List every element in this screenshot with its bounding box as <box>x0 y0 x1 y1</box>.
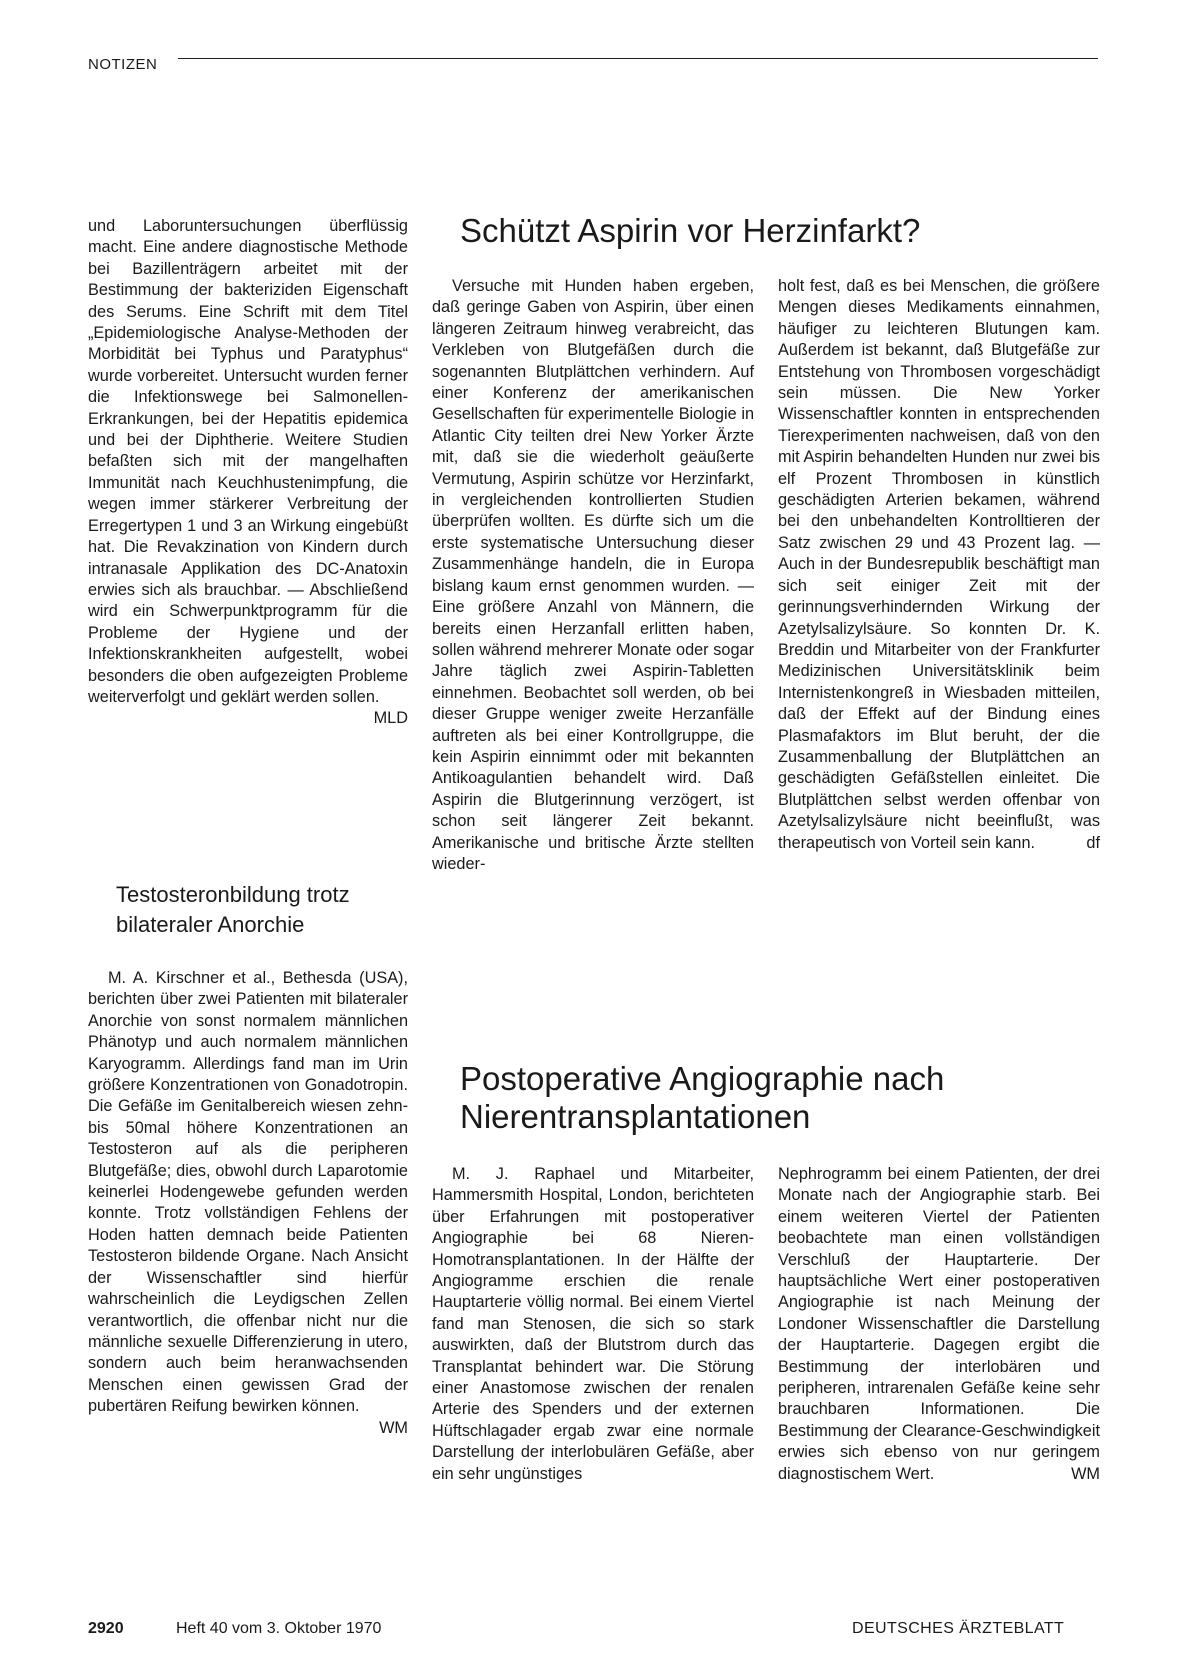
section-label: NOTIZEN <box>88 56 165 73</box>
aspirin-column-1 <box>432 276 754 875</box>
header-rule <box>178 58 1098 59</box>
angiography-text-1: M. J. Raphael und Mitarbeiter, Hammersmith Hospital, London, berichteten über Erfahrungen mit postoperativer Angiographie bei 68 Nieren-Homotransplantationen. In der Hälfte der Angiogramme erschien die renale Hauptarterie völlig normal. Bei einem Viertel fand man Stenosen, die sich so stark auswirkten, daß der Blutstrom durch das Transplantat behindert war. Die Störung einer Anastomose zwischen der renalen Arterie des Spenders und der externen Hüftschlagader ergab zwar eine normale Darstellung der interlobulären Gefäße, aber ein sehr ungünstiges <box>432 1165 754 1483</box>
aspirin-article-title: Schützt Aspirin vor Herzinfarkt? <box>460 212 921 249</box>
page-number: 2920 <box>88 1620 124 1637</box>
issue-info: Heft 40 vom 3. Oktober 1970 <box>176 1620 382 1637</box>
angiography-column-2 <box>778 1164 1100 1485</box>
aspirin-column-2 <box>778 276 1100 854</box>
testosterone-article-body <box>88 968 408 1439</box>
testosterone-text: M. A. Kirschner et al., Bethesda (USA), berichten über zwei Patienten mit bilateraler Anorchie von sonst normalem männlichen Phänotyp und auch normalem männlichen Karyogramm. Allerdings fand man im Urin größere Konzentrationen von Gonadotropin. Die Gefäße im Genitalbereich wiesen zehn- bis 50mal höhere Konzentrationen an Testosteron auf als die peripheren Blutgefäße; dies, obwohl durch Laparotomie keinerlei Hodengewebe gefunden werden konnte. Trotz vollständigen Fehlens der Hoden hatten demnach beide Patienten Testosteron bildende Organe. Nach Ansicht der Wissenschaftler sind hierfür wahrscheinlich die Leydigschen Zellen verantwortlich, die offenbar nicht nur die männliche sexuelle Differenzierung in utero, sondern auch beim heranwachsenden Menschen einen gewissen Grad der pubertären Reifung bewirken können. <box>88 969 408 1416</box>
angiography-text-2: Nephrogramm bei einem Patienten, der drei Monate nach der Angiographie starb. Bei einem weiteren Viertel der Patienten beobachtete man einen vollständigen Verschluß der Hauptarterie. Der hauptsächliche Wert einer postoperativen Angiographie ist nach Meinung der Londoner Wissenschaftler die Darstellung der Hauptarterie. Dagegen ergibt die Bestimmung der interlobären und peripheren, intrarenalen Gefäße keine sehr brauchbaren Informationen. Die Bestimmung der Clearance-Geschwindigkeit erwies sich ebenso von nur geringem diagnostischem Wert. <box>778 1165 1100 1483</box>
aspirin-text-2: holt fest, daß es bei Menschen, die größere Mengen dieses Medikaments einnahmen, häufiger zu leichteren Blutungen kam. Außerdem ist bekannt, daß Blutgefäße zur Entstehung von Thrombosen vorgeschädigt sein müssen. Die New Yorker Wissenschaftler konnten in entsprechenden Tierexperimenten nachweisen, daß von den mit Aspirin behandelten Hunden nur zwei bis elf Prozent Thrombosen in künstlich geschädigten Arterien bekamen, während bei den unbehandelten Kontrolltieren der Satz zwischen 29 und 43 Prozent lag. — Auch in der Bundesrepublik beschäftigt man sich seit einiger Zeit mit der gerinnungsverhindernden Wirkung der Azetylsalizylsäure. So konnten Dr. K. Breddin und Mitarbeiter von der Frankfurter Medizinischen Universitätsklinik beim Internistenkongreß in Wiesbaden mitteilen, daß der Effekt auf der Bindung eines Plasmafaktors im Blut beruht, der die Zusammenballung der Blutplättchen an geschädigten Gefäßstellen einleitet. Die Blutplättchen selbst werden offenbar von Azetylsalizylsäure nicht beeinflußt, was therapeutisch von Vorteil sein kann. <box>778 277 1100 852</box>
aspirin-text-1: Versuche mit Hunden haben ergeben, daß geringe Gaben von Aspirin, über einen längeren Zeitraum hinweg verabreicht, das Verkleben von Blutgefäßen durch die sogenannten Blutplättchen verhindern. Auf einer Konferenz der amerikanischen Gesellschaften für experimentelle Biologie in Atlantic City teilten drei New Yorker Ärzte mit, daß sie die wiederholt geäußerte Vermutung, Aspirin schütze vor Herzinfarkt, in vergleichenden kontrollierten Studien überprüfen wollten. Es dürfte sich um die erste systematische Untersuchung dieser Zusammenhänge handeln, die in Europa bislang kaum ernst genommen wurden. — Eine größere Anzahl von Männern, die bereits einen Herzanfall erlitten haben, sollen während mehrerer Monate oder sogar Jahre täglich zwei Aspirin-Tabletten einnehmen. Beobachtet soll werden, ob bei dieser Gruppe weniger zweite Herzanfälle auftreten als bei einer Kontrollgruppe, die kein Aspirin einnimmt oder mit bekannten Antikoagulantien behandelt wird. Daß Aspirin die Blutgerinnung verzögert, ist schon seit längerer Zeit bekannt. Amerikanische und britische Ärzte stellten wieder- <box>432 277 754 873</box>
author-initials: MLD <box>373 709 408 728</box>
running-header <box>88 56 1098 76</box>
angiography-column-1 <box>432 1164 754 1485</box>
previous-article-continuation <box>88 216 408 730</box>
testosterone-article-title: Testosteronbildung trotz bilateraler Anorchie <box>116 882 350 937</box>
journal-name: DEUTSCHES ÄRZTEBLATT <box>852 1620 1065 1637</box>
continuation-text: und Laboruntersuchungen überflüssig macht. Eine andere diagnostische Methode bei Bazillenträgern arbeitet mit der Bestimmung der bakteriziden Eigenschaft des Serums. Eine Schrift mit dem Titel „Epidemiologische Analyse-Methoden der Morbidität bei Typhus und Paratyphus“ wurde vorbereitet. Untersucht wurden ferner die Infektionswege bei Salmonellen-Erkrankungen, bei der Hepatitis epidemica und bei der Diphtherie. Weitere Studien befaßten sich mit der mangelhaften Immunität nach Keuchhustenimpfung, die wegen immer stärkerer Verbreitung der Erregertypen 1 und 3 an Wirkung eingebüßt hat. Die Revakzination von Kindern durch intranasale Applikation des DC-Anatoxin erwies sich als brauchbar. — Abschließend wird ein Schwerpunktprogramm für die Probleme der Hygiene und der Infektionskrankheiten aufgestellt, wobei besonders die oben aufgezeigten Probleme weiterverfolgt und geklärt werden sollen. <box>88 217 408 706</box>
author-initials: WM <box>379 1418 408 1437</box>
angiography-article-title: Postoperative Angiographie nach Nierentransplantationen <box>460 1060 945 1135</box>
author-initials: WM <box>1071 1464 1100 1483</box>
author-initials: df <box>1086 833 1100 852</box>
